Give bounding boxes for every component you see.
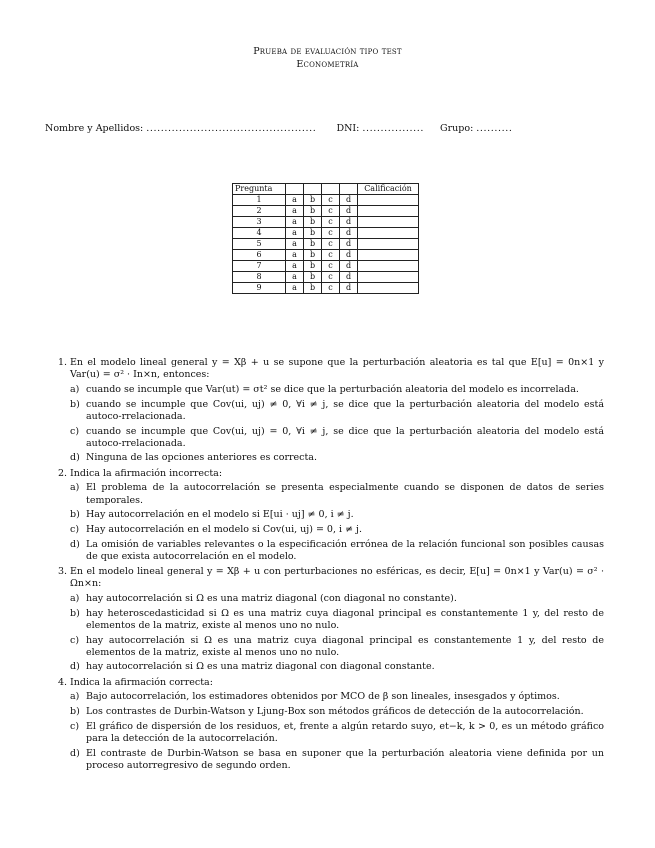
answer-option-cell[interactable]: a xyxy=(286,239,304,250)
answer-option-cell[interactable]: d xyxy=(340,283,358,294)
answer-option[interactable] xyxy=(70,399,604,423)
answer-option-cell[interactable]: c xyxy=(322,228,340,239)
answer-option[interactable] xyxy=(70,482,604,506)
question-item xyxy=(58,566,604,674)
option-text: El contraste de Durbin-Watson se basa en suponer que la perturbación aleatoria viene definida por un proceso autorregresivo de segundo orden. xyxy=(86,747,604,771)
dni-field[interactable]: ................. xyxy=(362,123,424,134)
answer-option-cell[interactable]: b xyxy=(304,206,322,217)
answer-option-cell[interactable]: d xyxy=(340,250,358,261)
answer-option-cell[interactable]: d xyxy=(340,195,358,206)
option-text: hay autocorrelación si Ω es una matriz diagonal (con diagonal no constante). xyxy=(86,592,457,604)
answer-option-cell[interactable]: a xyxy=(286,195,304,206)
score-cell[interactable] xyxy=(358,228,419,239)
exam-title: Prueba de evaluación tipo test xyxy=(253,46,402,57)
answer-option-cell[interactable]: b xyxy=(304,283,322,294)
question-number: 2. xyxy=(58,467,68,479)
answer-option[interactable] xyxy=(70,608,604,632)
answer-option-cell[interactable]: b xyxy=(304,195,322,206)
answer-row xyxy=(233,228,419,239)
question-text: Indica la afirmación incorrecta: xyxy=(70,467,223,479)
grid-header-blank xyxy=(340,184,358,195)
answer-option[interactable] xyxy=(70,539,604,563)
answer-option-cell[interactable]: c xyxy=(322,239,340,250)
question-item xyxy=(58,357,604,465)
option-label: d) xyxy=(70,661,80,673)
option-text: Los contrastes de Durbin-Watson y Ljung-Box son métodos gráficos de detección de la autocorrelación. xyxy=(86,706,584,718)
score-cell[interactable] xyxy=(358,206,419,217)
question-number-cell: 6 xyxy=(233,250,286,261)
answer-option-cell[interactable]: c xyxy=(322,206,340,217)
answer-option-cell[interactable]: c xyxy=(322,272,340,283)
answer-row xyxy=(233,239,419,250)
answer-row xyxy=(233,206,419,217)
answer-row xyxy=(233,261,419,272)
group-label: Grupo: xyxy=(440,123,474,134)
grid-header-score: Calificación xyxy=(358,184,419,195)
answer-option[interactable] xyxy=(70,721,604,745)
answer-option[interactable] xyxy=(70,593,604,605)
score-cell[interactable] xyxy=(358,250,419,261)
answer-option-cell[interactable]: d xyxy=(340,261,358,272)
grid-header-question: Pregunta xyxy=(233,184,286,195)
question-number-cell: 7 xyxy=(233,261,286,272)
score-cell[interactable] xyxy=(358,283,419,294)
question-text: En el modelo lineal general y = Xβ + u con perturbaciones no esféricas, es decir, E[u] = 0n×1 y Var(u) = σ² · Ωn×n: xyxy=(70,566,604,590)
grid-header-blank xyxy=(322,184,340,195)
option-label: d) xyxy=(70,452,80,464)
question-number-cell: 8 xyxy=(233,272,286,283)
option-text: Bajo autocorrelación, los estimadores obtenidos por MCO de β son lineales, insesgados y óptimos. xyxy=(86,691,560,703)
answer-row xyxy=(233,217,419,228)
answer-option-cell[interactable]: a xyxy=(286,283,304,294)
grid-header-blank xyxy=(304,184,322,195)
name-label: Nombre y Apellidos: xyxy=(45,123,144,134)
answer-option-cell[interactable]: b xyxy=(304,217,322,228)
option-text: cuando se incumple que Cov(ui, uj) = 0, ∀i ≠ j, se dice que la perturbación aleatoria del modelo está autoco-rrelacionada. xyxy=(86,425,604,449)
option-label: a) xyxy=(70,383,80,395)
score-cell[interactable] xyxy=(358,195,419,206)
answer-option-cell[interactable]: d xyxy=(340,206,358,217)
question-list xyxy=(58,357,604,773)
option-text: El gráfico de dispersión de los residuos, et, frente a algún retardo suyo, et−k, k > 0, es un método gráfico para la detección de la autocorrelación. xyxy=(86,720,604,744)
answer-option[interactable] xyxy=(70,426,604,450)
score-cell[interactable] xyxy=(358,217,419,228)
score-cell[interactable] xyxy=(358,261,419,272)
answer-option-cell[interactable]: a xyxy=(286,228,304,239)
option-text: hay heteroscedasticidad si Ω es una matriz cuya diagonal principal es constantemente 1 y, del resto de elementos de la matriz, existe al menos uno no nulo. xyxy=(86,607,604,631)
answer-option[interactable] xyxy=(70,384,604,396)
question-number-cell: 2 xyxy=(233,206,286,217)
option-label: b) xyxy=(70,607,80,619)
answer-option[interactable] xyxy=(70,706,604,718)
group-field[interactable]: .......... xyxy=(476,123,513,134)
option-text: Hay autocorrelación en el modelo si E[ui · uj] ≠ 0, i ≠ j. xyxy=(86,509,354,521)
option-text: hay autocorrelación si Ω es una matriz cuya diagonal principal es constantemente 1 y, del resto de elementos de la matriz, existe al menos uno no nulo. xyxy=(86,634,604,658)
answer-option[interactable] xyxy=(70,524,604,536)
answer-option[interactable] xyxy=(70,661,604,673)
answer-row xyxy=(233,283,419,294)
option-text: hay autocorrelación si Ω es una matriz diagonal con diagonal constante. xyxy=(86,661,435,673)
question-item xyxy=(58,677,604,772)
answer-option-cell[interactable]: a xyxy=(286,272,304,283)
answer-option-cell[interactable]: c xyxy=(322,195,340,206)
option-text: cuando se incumple que Cov(ui, uj) ≠ 0, ∀i ≠ j, se dice que la perturbación aleatoria del modelo está autoco-rrelacionada. xyxy=(86,398,604,422)
score-cell[interactable] xyxy=(358,272,419,283)
option-label: c) xyxy=(70,523,80,535)
option-label: b) xyxy=(70,706,80,718)
question-item xyxy=(58,468,604,563)
option-label: c) xyxy=(70,634,80,646)
answer-row xyxy=(233,272,419,283)
answer-option-cell[interactable]: b xyxy=(304,250,322,261)
answer-grid xyxy=(232,183,419,294)
option-text: Ninguna de las opciones anteriores es correcta. xyxy=(86,452,317,464)
option-label: a) xyxy=(70,592,80,604)
question-number: 3. xyxy=(58,566,68,578)
answer-option[interactable] xyxy=(70,635,604,659)
option-label: d) xyxy=(70,747,80,759)
option-label: a) xyxy=(70,691,80,703)
answer-option-cell[interactable]: c xyxy=(322,283,340,294)
answer-option-cell[interactable]: a xyxy=(286,250,304,261)
answer-option[interactable] xyxy=(70,452,604,464)
question-number-cell: 4 xyxy=(233,228,286,239)
option-label: c) xyxy=(70,720,80,732)
option-text: El problema de la autocorrelación se presenta especialmente cuando se disponen de datos de series temporales. xyxy=(86,482,604,506)
student-id-line xyxy=(45,123,605,134)
grid-header-blank xyxy=(286,184,304,195)
question-text: Indica la afirmación correcta: xyxy=(70,676,213,688)
question-number-cell: 5 xyxy=(233,239,286,250)
dni-label: DNI: xyxy=(336,123,360,134)
option-label: d) xyxy=(70,538,80,550)
answer-option-cell[interactable]: d xyxy=(340,272,358,283)
answer-option-cell[interactable]: d xyxy=(340,239,358,250)
question-text: En el modelo lineal general y = Xβ + u se supone que la perturbación aleatoria es tal que E[u] = 0n×1 y Var(u) = σ² · In×n, entonces: xyxy=(70,357,604,381)
answer-option-cell[interactable]: b xyxy=(304,239,322,250)
answer-option-cell[interactable]: d xyxy=(340,217,358,228)
question-number-cell: 9 xyxy=(233,283,286,294)
question-number: 1. xyxy=(58,357,68,368)
option-text: cuando se incumple que Var(ut) = σt² se dice que la perturbación aleatoria del modelo es incorrelada. xyxy=(86,383,579,395)
answer-option-cell[interactable]: a xyxy=(286,261,304,272)
answer-option[interactable] xyxy=(70,748,604,772)
answer-option-cell[interactable]: d xyxy=(340,228,358,239)
question-number-cell: 3 xyxy=(233,217,286,228)
answer-option-cell[interactable]: b xyxy=(304,272,322,283)
score-cell[interactable] xyxy=(358,239,419,250)
answer-option-cell[interactable]: a xyxy=(286,206,304,217)
answer-option-cell[interactable]: a xyxy=(286,217,304,228)
option-label: b) xyxy=(70,398,80,410)
question-number: 4. xyxy=(58,676,68,688)
question-number-cell: 1 xyxy=(233,195,286,206)
answer-option-cell[interactable]: c xyxy=(322,261,340,272)
answer-option-cell[interactable]: b xyxy=(304,261,322,272)
option-text: Hay autocorrelación en el modelo si Cov(ui, uj) = 0, i ≠ j. xyxy=(86,523,363,535)
option-label: a) xyxy=(70,482,80,494)
exam-subject: Econometría xyxy=(296,59,359,70)
answer-option-cell[interactable]: c xyxy=(322,250,340,261)
answer-row xyxy=(233,195,419,206)
answer-option[interactable] xyxy=(70,691,604,703)
answer-option-cell[interactable]: c xyxy=(322,217,340,228)
exam-header xyxy=(0,45,655,71)
answer-option-cell[interactable]: b xyxy=(304,228,322,239)
option-label: c) xyxy=(70,425,80,437)
option-label: b) xyxy=(70,509,80,521)
name-field[interactable]: ............................................... xyxy=(146,123,317,134)
answer-row xyxy=(233,250,419,261)
option-text: La omisión de variables relevantes o la especificación errónea de la relación funcional son posibles causas de que exista autocorrelación en el modelo. xyxy=(86,538,604,562)
answer-option[interactable] xyxy=(70,509,604,521)
